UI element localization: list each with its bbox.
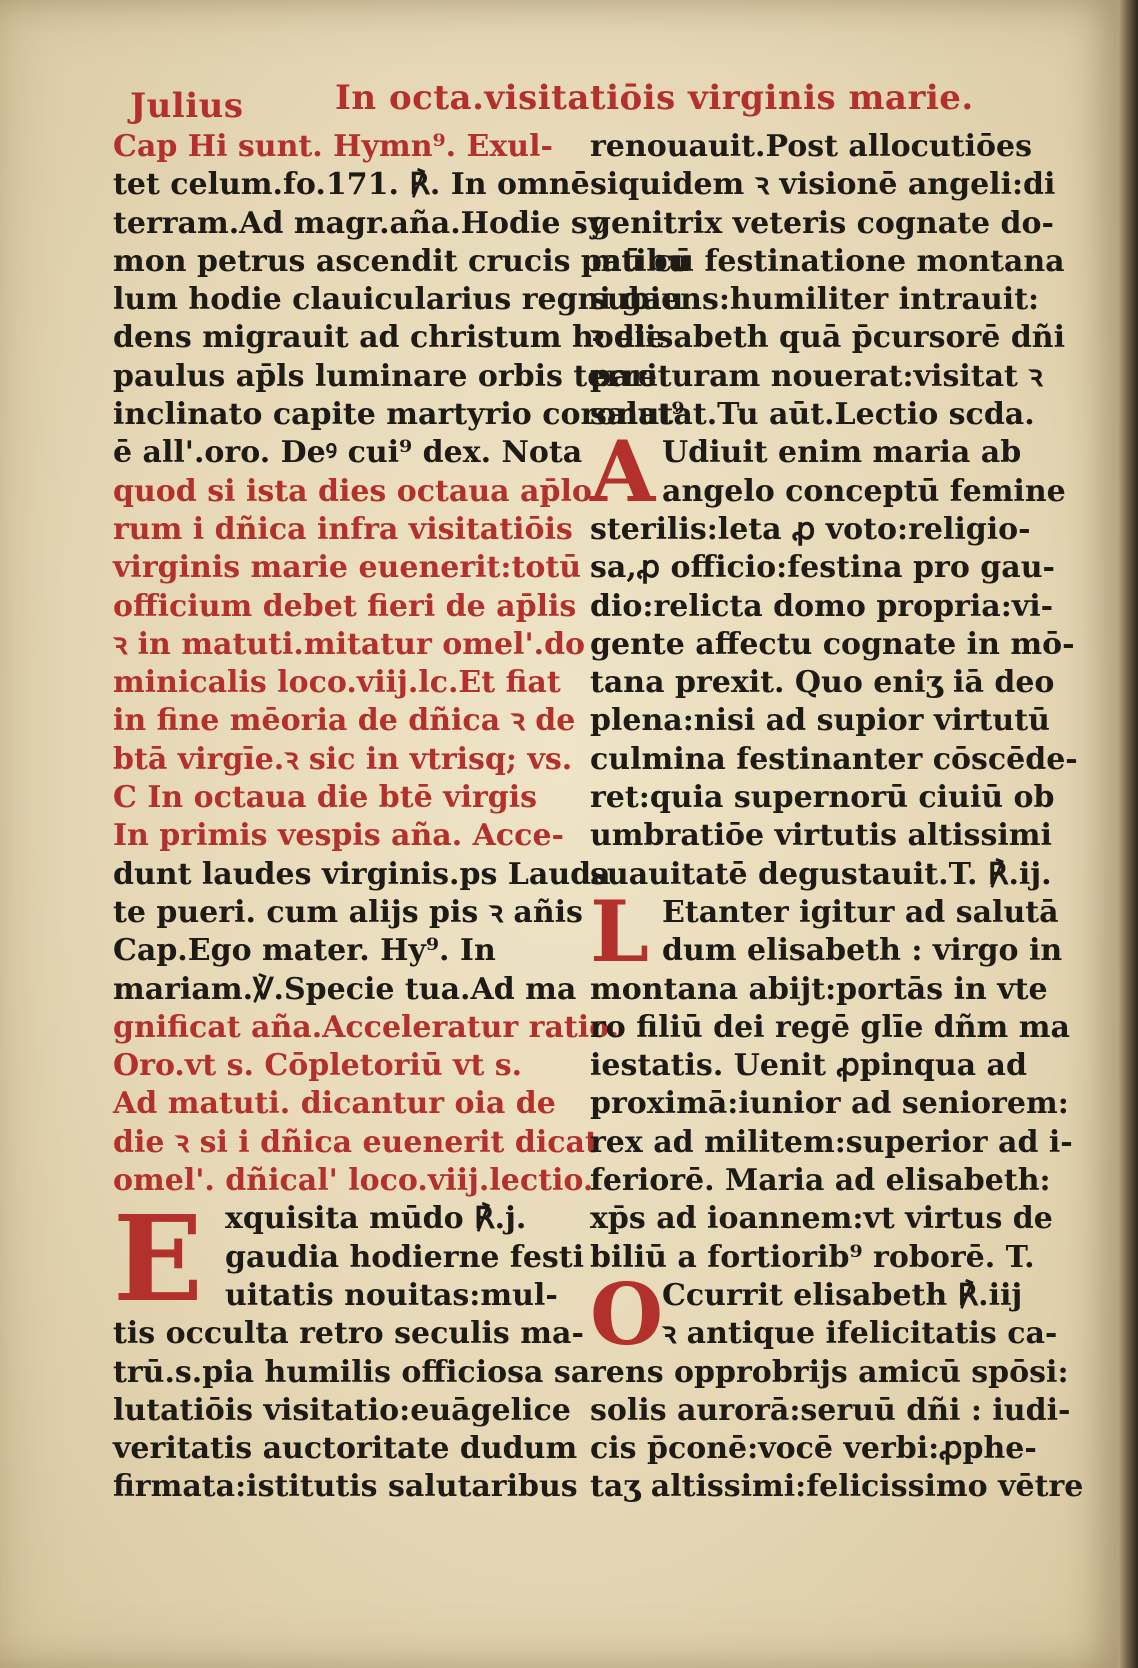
text-line: angelo conceptū femine [662, 473, 1066, 509]
text-line: suauitatē degustauit.T. ℟.ij. [590, 856, 1052, 892]
text-line: trū.s.pia humilis officiosa sa [113, 1354, 591, 1390]
header-title: In octa.visitatiōis virginis marie. [335, 78, 974, 118]
text-line: parituram nouerat:visitat ꝛ [590, 358, 1043, 394]
text-line: subiens:humiliter intrauit: [590, 282, 1040, 318]
text-line: sa,ꝓ officio:festina pro gau- [590, 550, 1055, 586]
text-line: mariam.℣.Specie tua.Ad ma [113, 971, 577, 1007]
text-line: lutatiōis visitatio:euāgelice [113, 1392, 571, 1428]
text-line: rens opprobrijs amicū spōsi: [590, 1354, 1069, 1390]
text-line: minicalis loco.viij.lc.Et fiat [113, 665, 561, 701]
text-line: Cap Hi sunt. Hymn⁹. Exul- [113, 129, 553, 164]
text-line: officium debet fieri de ap̄lis [113, 588, 577, 624]
text-line: umbratiōe virtutis altissimi [590, 818, 1052, 854]
header-month: Julius [130, 86, 244, 126]
text-line: solis aurorā:seruū dñi : iudi- [590, 1392, 1071, 1428]
text-line: salutat.Tu aūt.Lectio scda. [590, 397, 1035, 433]
text-line: culmina festinanter cōscēde- [590, 741, 1078, 777]
text-line: in fine mēoria de dñica ꝛ de [113, 703, 576, 739]
text-line: C In octaua die btē virgis [113, 780, 538, 816]
right-initial-o-block [590, 1264, 1058, 1364]
text-line: mū cū festinatione montana [590, 243, 1065, 279]
text-line: btā virgīe.ꝛ sic in vtrisq; vs. [113, 741, 573, 777]
text-line: ꝛ in matuti.mitatur omel'.do [113, 626, 586, 662]
text-line: Cap.Ego mater. Hy⁹. In [113, 933, 496, 969]
left-text-column [113, 128, 690, 1507]
text-line: montana abijt:portās in vte [590, 971, 1048, 1007]
text-line: rum i dñica infra visitatiōis [113, 511, 573, 547]
text-line: taʒ altissimi:felicissimo vētre [590, 1469, 1084, 1505]
decorated-initial: E [113, 1189, 203, 1329]
text-line: iestatis. Uenit ꝓpinqua ad [590, 1048, 1027, 1084]
text-line: ꝛ antique ifelicitatis ca- [662, 1316, 1058, 1352]
text-line: omel'. dñical' loco.viij.lectio. [113, 1163, 594, 1199]
right-text-column [590, 128, 1084, 1507]
text-line: gaudia hodierne festi [225, 1239, 585, 1275]
text-line: Oro.vt s. Cōpletoriū vt s. [113, 1048, 523, 1084]
text-line: biliū a fortiorib⁹ roborē. T. [590, 1239, 1035, 1275]
text-line: te pueri. cum alijs pis ꝛ añis [113, 894, 583, 930]
page-edge [1118, 0, 1138, 1668]
text-line: inclinato capite martyrio coronat⁹ [113, 397, 685, 433]
text-line: tis occulta retro seculis ma- [113, 1316, 584, 1352]
text-line: terram.Ad magr.aña.Hodie sy [113, 205, 606, 241]
text-line: proximā:iunior ad seniorem: [590, 1086, 1069, 1122]
left-initial-block [113, 1189, 585, 1329]
text-line: lum hodie clauicularius regni gau [113, 282, 684, 318]
text-line: dio:relicta domo propria:vi- [590, 588, 1054, 624]
text-line: renouauit.Post allocutiōes [590, 129, 1032, 164]
text-line: sterilis:leta ꝓ voto:religio- [590, 511, 1031, 547]
text-line: ret:quia supernorū ciuiū ob [590, 780, 1055, 816]
text-line: rex ad militem:superior ad i- [590, 1124, 1073, 1160]
text-line: veritatis auctoritate dudum [113, 1431, 578, 1467]
text-line: feriorē. Maria ad elisabeth: [590, 1163, 1051, 1199]
text-line: virginis marie euenerit:totū [113, 550, 582, 586]
text-line: die ꝛ si i dñica euenerit dicat [113, 1124, 599, 1160]
right-initial-l-block [590, 881, 1063, 981]
text-line: plena:nisi ad supior virtutū [590, 703, 1050, 739]
text-line: In primis vespis aña. Acce- [113, 818, 564, 854]
text-line: firmata:istitutis salutaribus [113, 1469, 578, 1505]
text-line: mon petrus ascendit crucis patibu [113, 243, 690, 279]
text-line: cis p̄conē:vocē verbi:ꝓphe- [590, 1431, 1037, 1467]
text-line: Udiuit enim maria ab [662, 435, 1022, 471]
text-line: Ad matuti. dicantur oia de [113, 1086, 556, 1122]
text-line: uitatis nouitas:mul- [225, 1277, 558, 1313]
text-line: tet celum.fo.171. ℟. In omnē [113, 167, 590, 203]
right-initial-a-block [590, 422, 1066, 522]
text-line: ꝛ elisabeth quā p̄cursorē dñi [590, 320, 1066, 356]
decorated-initial: L [590, 881, 650, 981]
text-line: Ccurrit elisabeth ℟.iij [662, 1277, 1023, 1313]
text-line: genitrix veteris cognate do- [590, 205, 1054, 241]
text-line: xquisita mūdo ℟.j. [225, 1201, 527, 1237]
decorated-initial: A [590, 422, 656, 522]
text-line: xp̄s ad ioannem:vt virtus de [590, 1201, 1053, 1237]
text-line: gnificat aña.Acceleratur ratio. [113, 1009, 620, 1045]
decorated-initial: O [590, 1264, 664, 1364]
text-line: ē all'.oro. Deꝰ cui⁹ dex. Nota [113, 435, 583, 471]
text-line: siquidem ꝛ visionē angeli:di [590, 167, 1056, 203]
text-line: tana prexit. Quo eniʒ iā deo [590, 665, 1055, 701]
text-line: dunt laudes virginis.ps Lauda [113, 856, 611, 892]
text-line: dens migrauit ad christum hodie [113, 320, 666, 356]
text-line: paulus ap̄ls luminare orbis terre [113, 358, 658, 394]
running-header [130, 78, 1010, 134]
text-line: ro filiū dei regē glīe dñm ma [590, 1009, 1070, 1045]
text-line: Etanter igitur ad salutā [662, 894, 1059, 930]
text-line: gente affectu cognate in mō- [590, 626, 1075, 662]
text-line: quod si ista dies octaua ap̄lo [113, 473, 592, 509]
text-line: dum elisabeth : virgo in [662, 933, 1063, 969]
